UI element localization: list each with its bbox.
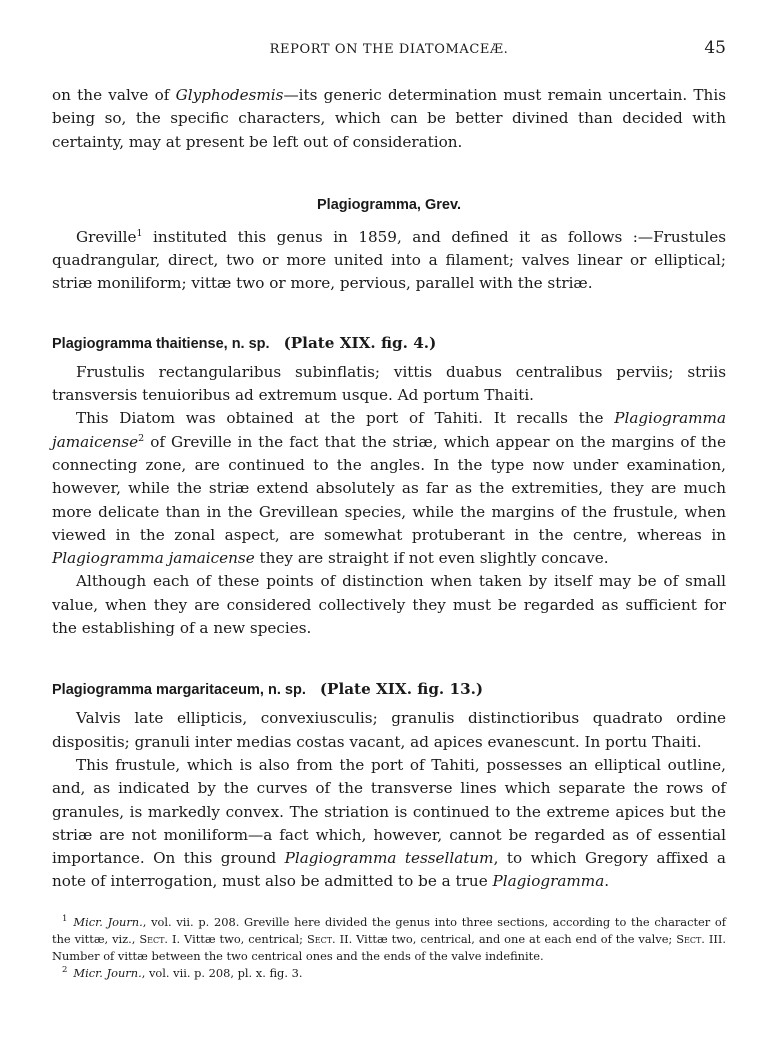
- latin-diagnosis: Valvis late ellipticis, convexiusculis; granulis distinctioribus quadrato ordine dispositis; granuli inter medias costas vacant, ad apices evanescunt. In portu Thaiti.: [52, 709, 726, 751]
- genus-name-glyphodesmis: Glyphodesmis: [175, 86, 284, 104]
- species-heading-margaritaceum: Plagiogramma margaritaceum, n. sp. (Plate XIX. fig. 13.): [52, 680, 484, 699]
- species-description: This frustule, which is also from the port of Tahiti, possesses an elliptical outline, and, as indicated by the curves of the transverse lines which separate the rows of granules, is markedly convex. The striation is continued to the extreme apices but the striæ are not moniliform—a fact which, however, cannot be regarded as of essential importance. On this ground Plagiogramma tessellatum, to which Gregory affixed a note of interrogation, must also be admitted to be a true Plagiogramma.: [52, 755, 726, 891]
- footnote-2: $^2$ Micr. Journ., vol. vii. p. 208, pl. x. fig. 3.: [62, 964, 303, 980]
- plate-reference: (Plate XIX. fig. 4.): [283, 333, 437, 352]
- species-description: This Diatom was obtained at the port of Tahiti. It recalls the Plagiogramma jamaicense$^2$ of Greville in the fact that the striæ, which appear on the margins of the connecting zone, are continued to the angles. In the type now under examination, however, while the striæ extend absolutely as far as the extremities, they are much more delicate than in the Grevillean species, while the margins of the frustule, when viewed in the zonal aspect, are somewhat protuberant in the centre, whereas in Plagiogramma jamaicense they are straight if not even slightly concave.: [52, 409, 726, 568]
- footnote-1: $^1$ Micr. Journ., vol. vii. p. 208. Greville here divided the genus into three sections, according to the character of the vittæ, viz., Sect. I. Vittæ two, centrical; Sect. II. Vittæ two, centrical, and one at each end of the valve; Sect. III. Number of vittæ between the two centrical ones and the ends of the valve indefinite.: [52, 913, 726, 963]
- footnotes: [52, 914, 726, 982]
- page-number: 45: [704, 38, 726, 58]
- plate-reference: (Plate XIX. fig. 13.): [319, 680, 484, 699]
- footnote-ref-2[interactable]: 2: [138, 432, 145, 444]
- genus-description: Greville$^1$ instituted this genus in 1859, and defined it as follows :—Frustules quadrangular, direct, two or more united into a filament; valves linear or elliptical; striæ moniliform; vittæ two or more, pervious, parallel with the striæ.: [52, 227, 726, 293]
- species-remark: Although each of these points of distinction when taken by itself may be of small value, when they are considered collectively they must be regarded as sufficient for the establishing of a new species.: [52, 572, 726, 638]
- intro-paragraph: on the valve of Glyphodesmis—its generic determination must remain uncertain. This being so, the specific characters, which can be better divined than decided with certainty, may at present be left out of consideration.: [52, 86, 726, 151]
- running-title: REPORT ON THE DIATOMACEÆ.: [269, 42, 509, 57]
- genus-heading: Plagiogramma, Grev.: [317, 196, 461, 213]
- running-head: [52, 38, 726, 64]
- species-heading-thaitiense: Plagiogramma thaitiense, n. sp. (Plate XIX. fig. 4.): [52, 333, 437, 352]
- latin-diagnosis: Frustulis rectangularibus subinflatis; vittis duabus centralibus perviis; striis transversis tenuioribus ad extremum usque. Ad portum Thaiti.: [52, 362, 726, 405]
- page: [52, 38, 726, 982]
- footnote-ref-1[interactable]: 1: [136, 227, 143, 239]
